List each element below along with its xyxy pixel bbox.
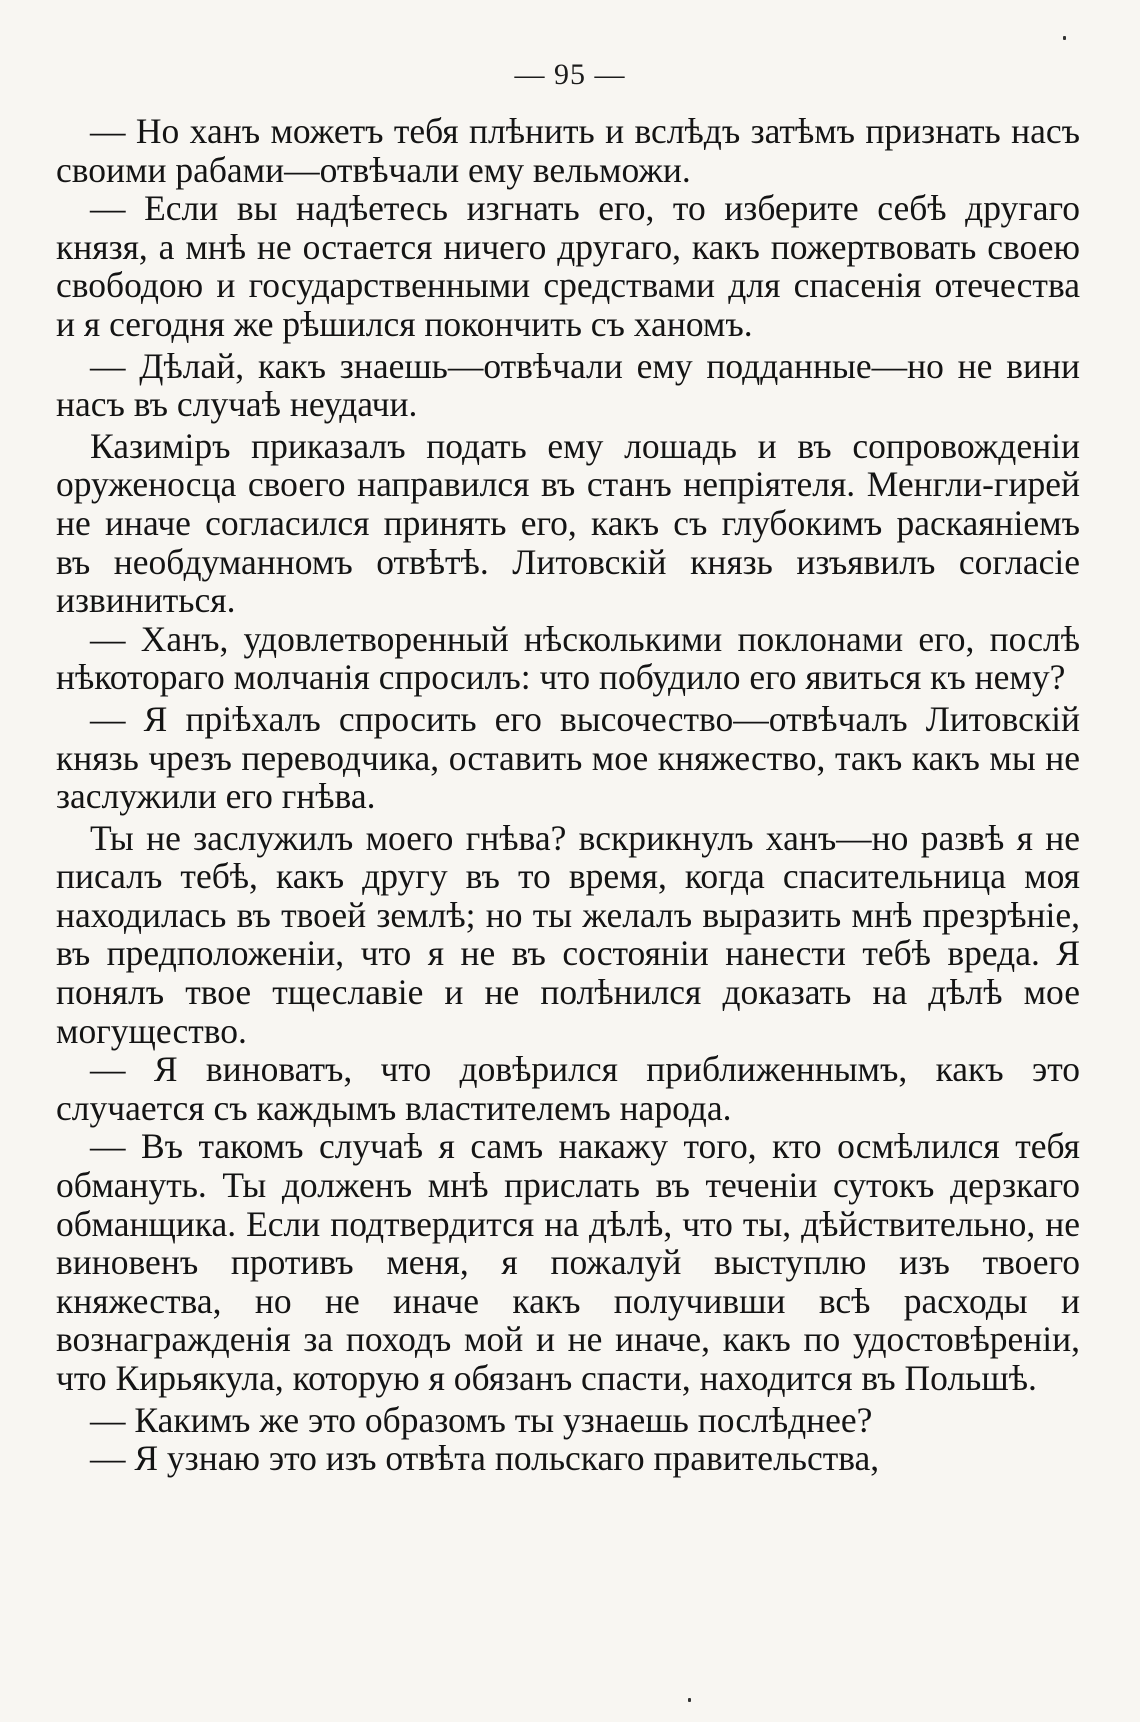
paragraph: — Я узнаю это изъ отвѣта польскаго правительства, [90,1438,880,1479]
paragraph: — Дѣлай, какъ знаешь—отвѣчали ему подданные—но не вини насъ въ случаѣ неудачи. [56,345,1080,425]
page-number: — 95 — [514,58,626,91]
body-text [56,112,1080,1478]
paragraph: — Но ханъ можетъ тебя плѣнить и вслѣдъ затѣмъ признать насъ своими рабами—отвѣчали ему вельможи. [56,111,1080,190]
paragraph: — Какимъ же это образомъ ты узнаешь послѣднее? [90,1399,873,1440]
print-speck [688,1698,691,1702]
paragraph: — Я виноватъ, что довѣрился приближеннымъ, какъ это случается съ каждымъ властителемъ народа. [56,1049,1080,1128]
paragraph: — Если вы надѣетесь изгнать его, то изберите себѣ другаго князя, а мнѣ не остается ничего другаго, какъ пожертвовать своею свободою и государственными средствами для спасенія отечества и я сегодня же рѣшился покончить съ ханомъ. [56,188,1080,344]
paragraph: — Я пріѣхалъ спросить его высочество—отвѣчалъ Литовскій князь чрезъ переводчика, оставить мое княжество, такъ какъ мы не заслужили его гнѣва. [56,698,1080,817]
paragraph: — Въ такомъ случаѣ я самъ накажу того, кто осмѣлился тебя обмануть. Ты долженъ мнѣ прислать въ теченіи сутокъ дерзкаго обманщика. Если подтвердится на дѣлѣ, что ты, дѣйствительно, не виновенъ противъ меня, я пожалуй выступлю изъ твоего княжества, но не иначе какъ получивши всѣ расходы и вознагражденія за походъ мой и не иначе, какъ по удостовѣреніи, что Кирьякула, которую я обязанъ спасти, находится въ Польшѣ. [56,1126,1080,1398]
paragraph: Ты не заслужилъ моего гнѣва? вскрикнулъ ханъ—но развѣ я не писалъ тебѣ, какъ другу въ то время, когда спасительница моя находилась въ твоей землѣ; но ты желалъ выразить мнѣ презрѣніе, въ предположеніи, что я не въ состояніи нанести тебѣ вреда. Я понялъ твое тщеславіе и не полѣнился доказать на дѣлѣ мое могущество. [56,817,1080,1051]
print-speck [1063,36,1066,40]
paragraph: Казиміръ приказалъ подать ему лошадь и въ сопровожденіи оруженосца своего направился въ станъ непріятеля. Менгли-гирей не иначе согласился принять его, какъ съ глубокимъ раскаяніемъ въ необдуманномъ отвѣтѣ. Литовскій князь изъявилъ согласіе извиниться. [56,425,1080,621]
paragraph: — Ханъ, удовлетворенный нѣсколькими поклонами его, послѣ нѣкотораго молчанія спросилъ: что побудило его явиться къ нему? [56,618,1080,698]
